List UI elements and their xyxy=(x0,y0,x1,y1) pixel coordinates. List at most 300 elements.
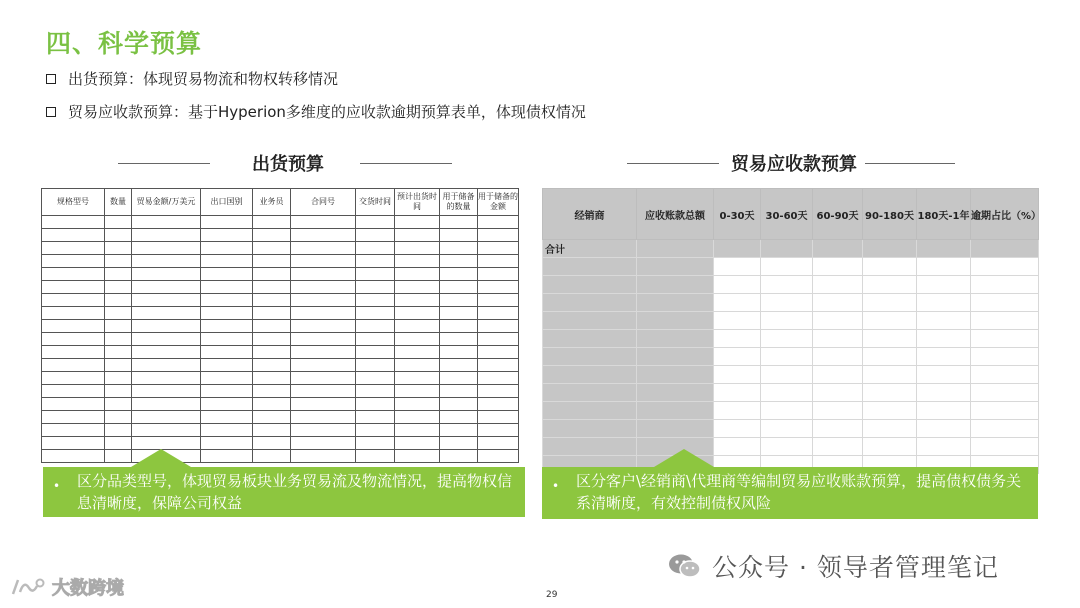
table-cell xyxy=(863,384,917,402)
table-cell xyxy=(440,229,478,242)
table-cell xyxy=(201,216,253,229)
table-cell xyxy=(543,294,637,312)
table-cell xyxy=(253,450,291,463)
table-cell xyxy=(395,307,440,320)
table-cell xyxy=(132,411,201,424)
table-cell xyxy=(395,333,440,346)
table-cell xyxy=(356,255,395,268)
table-cell xyxy=(478,346,519,359)
table-cell xyxy=(395,346,440,359)
table-cell xyxy=(971,312,1039,330)
table-cell xyxy=(917,258,971,276)
table-cell xyxy=(440,268,478,281)
table-cell xyxy=(253,398,291,411)
table-cell xyxy=(253,320,291,333)
table-cell xyxy=(971,330,1039,348)
table-cell xyxy=(543,348,637,366)
table-cell xyxy=(478,320,519,333)
table-cell xyxy=(291,242,356,255)
table-cell xyxy=(132,437,201,450)
table-cell xyxy=(291,424,356,437)
table-cell xyxy=(917,276,971,294)
table-cell xyxy=(543,366,637,384)
table-cell xyxy=(356,359,395,372)
table-cell xyxy=(105,385,132,398)
table-cell xyxy=(714,348,761,366)
table-cell xyxy=(291,333,356,346)
table-cell xyxy=(132,255,201,268)
table-cell xyxy=(971,366,1039,384)
table-cell xyxy=(637,348,714,366)
column-header: 应收账款总额 xyxy=(637,189,714,240)
table-cell xyxy=(105,359,132,372)
table-cell xyxy=(356,346,395,359)
bullet-dot-icon: • xyxy=(53,479,61,493)
table-cell xyxy=(356,372,395,385)
page-number: 29 xyxy=(546,590,558,600)
table-cell xyxy=(813,294,863,312)
table-cell xyxy=(253,229,291,242)
table-cell xyxy=(971,420,1039,438)
table-cell xyxy=(291,216,356,229)
table-row xyxy=(42,216,519,229)
table-cell xyxy=(440,333,478,346)
table-cell xyxy=(105,372,132,385)
table-cell xyxy=(478,372,519,385)
table-cell xyxy=(291,437,356,450)
table-cell xyxy=(863,276,917,294)
table-cell xyxy=(201,385,253,398)
table-cell xyxy=(356,437,395,450)
table-cell xyxy=(761,420,813,438)
column-header: 90-180天 xyxy=(863,189,917,240)
divider xyxy=(627,163,719,164)
table-cell xyxy=(356,216,395,229)
table-row xyxy=(543,402,1039,420)
table-cell xyxy=(291,255,356,268)
table-row xyxy=(42,398,519,411)
table-cell xyxy=(863,438,917,456)
table-cell xyxy=(637,330,714,348)
table-header-row xyxy=(42,189,519,216)
table-cell xyxy=(761,366,813,384)
table-row xyxy=(42,385,519,398)
table-cell xyxy=(356,307,395,320)
table-row xyxy=(543,438,1039,456)
table-cell xyxy=(863,312,917,330)
table-cell xyxy=(42,424,105,437)
table-cell xyxy=(761,438,813,456)
table-cell xyxy=(813,384,863,402)
table-cell xyxy=(813,330,863,348)
table-cell xyxy=(863,366,917,384)
table-cell xyxy=(543,384,637,402)
table-row xyxy=(42,320,519,333)
table-row xyxy=(42,229,519,242)
table-cell xyxy=(395,411,440,424)
table-cell xyxy=(253,385,291,398)
table-cell xyxy=(395,255,440,268)
table-row xyxy=(42,268,519,281)
table-cell xyxy=(356,242,395,255)
table-cell xyxy=(863,330,917,348)
shipment-budget-table xyxy=(41,188,519,463)
table-cell xyxy=(714,330,761,348)
table-cell xyxy=(291,411,356,424)
table-cell xyxy=(813,240,863,258)
table-cell xyxy=(201,372,253,385)
table-row xyxy=(42,359,519,372)
table-cell xyxy=(356,424,395,437)
table-cell xyxy=(105,307,132,320)
table-cell xyxy=(637,402,714,420)
table-cell xyxy=(132,216,201,229)
table-cell xyxy=(440,255,478,268)
table-cell xyxy=(714,240,761,258)
table-cell xyxy=(440,320,478,333)
table-cell xyxy=(42,268,105,281)
table-cell xyxy=(395,281,440,294)
table-cell xyxy=(253,242,291,255)
table-cell xyxy=(395,294,440,307)
table-cell xyxy=(356,229,395,242)
table-row xyxy=(543,420,1039,438)
table-header-row xyxy=(543,189,1039,240)
table-cell xyxy=(132,333,201,346)
table-row xyxy=(543,348,1039,366)
table-cell xyxy=(201,242,253,255)
table-cell xyxy=(201,398,253,411)
table-cell xyxy=(714,420,761,438)
column-header: 逾期占比（%） xyxy=(971,189,1039,240)
column-header: 30-60天 xyxy=(761,189,813,240)
table-cell xyxy=(395,372,440,385)
table-row xyxy=(543,312,1039,330)
table-cell xyxy=(637,312,714,330)
table-cell xyxy=(201,268,253,281)
table-cell xyxy=(761,276,813,294)
table-row xyxy=(543,330,1039,348)
table-cell xyxy=(863,402,917,420)
table-row xyxy=(42,437,519,450)
callout-pointer xyxy=(654,449,714,467)
table-cell xyxy=(105,450,132,463)
table-cell xyxy=(917,438,971,456)
table-cell xyxy=(714,258,761,276)
table-cell xyxy=(291,398,356,411)
table-cell xyxy=(201,307,253,320)
table-cell xyxy=(356,450,395,463)
table-cell xyxy=(201,294,253,307)
table-row xyxy=(42,346,519,359)
logo-text: 大数跨境 xyxy=(52,578,124,599)
table-cell xyxy=(42,346,105,359)
table-cell xyxy=(253,307,291,320)
table-cell xyxy=(253,294,291,307)
column-header: 贸易金额/万美元 xyxy=(132,189,201,216)
column-header: 用于储备的数量 xyxy=(440,189,478,216)
table-cell xyxy=(291,268,356,281)
table-cell xyxy=(105,346,132,359)
table-row xyxy=(42,424,519,437)
bullet-dot-icon: • xyxy=(552,479,560,493)
table-cell xyxy=(478,398,519,411)
table-row xyxy=(543,294,1039,312)
table-cell xyxy=(395,424,440,437)
table-cell xyxy=(440,450,478,463)
table-cell xyxy=(105,268,132,281)
table-cell xyxy=(395,359,440,372)
table-cell xyxy=(201,281,253,294)
table-cell xyxy=(201,255,253,268)
table-cell xyxy=(42,216,105,229)
column-header: 交货时间 xyxy=(356,189,395,216)
table-cell xyxy=(253,255,291,268)
table-cell xyxy=(253,372,291,385)
table-cell xyxy=(813,312,863,330)
table-cell xyxy=(42,372,105,385)
table-cell xyxy=(201,437,253,450)
table-cell xyxy=(440,216,478,229)
table-cell xyxy=(201,359,253,372)
table-cell xyxy=(478,281,519,294)
table-cell xyxy=(105,216,132,229)
table-cell xyxy=(42,320,105,333)
table-cell xyxy=(291,372,356,385)
table-cell xyxy=(291,281,356,294)
table-cell xyxy=(478,294,519,307)
table-cell xyxy=(253,411,291,424)
column-header: 合同号 xyxy=(291,189,356,216)
table-cell xyxy=(761,258,813,276)
table-row xyxy=(42,281,519,294)
table-cell xyxy=(395,398,440,411)
bullet-text: 贸易应收款预算：基于Hyperion多维度的应收款逾期预算表单，体现债权情况 xyxy=(68,103,586,121)
table-cell xyxy=(291,450,356,463)
table-cell xyxy=(105,255,132,268)
table-cell xyxy=(543,402,637,420)
table-cell xyxy=(478,242,519,255)
table-cell xyxy=(105,333,132,346)
table-cell xyxy=(201,411,253,424)
table-cell xyxy=(42,333,105,346)
table-cell xyxy=(714,438,761,456)
bullet-text: 出货预算：体现贸易物流和物权转移情况 xyxy=(68,70,339,88)
table-cell xyxy=(253,437,291,450)
table-cell xyxy=(440,372,478,385)
table-cell xyxy=(917,384,971,402)
table-row xyxy=(42,255,519,268)
table-cell xyxy=(132,294,201,307)
table-cell xyxy=(105,424,132,437)
table-cell xyxy=(356,411,395,424)
table-cell xyxy=(478,268,519,281)
table-cell xyxy=(395,320,440,333)
table-cell xyxy=(42,281,105,294)
table-cell xyxy=(291,359,356,372)
table-cell xyxy=(395,437,440,450)
table-cell xyxy=(863,348,917,366)
table-cell xyxy=(761,402,813,420)
table-cell xyxy=(478,255,519,268)
table-row xyxy=(543,366,1039,384)
table-cell xyxy=(440,411,478,424)
callout-text: 区分品类型号，体现贸易板块业务贸易流及物流情况，提高物权信息清晰度，保障公司权益 xyxy=(77,472,513,512)
table-cell xyxy=(356,268,395,281)
callout-pointer xyxy=(131,449,191,467)
table-cell xyxy=(132,307,201,320)
table-cell xyxy=(132,281,201,294)
table-cell xyxy=(637,258,714,276)
table-cell xyxy=(132,372,201,385)
table-cell xyxy=(478,385,519,398)
table-cell xyxy=(714,366,761,384)
table-cell xyxy=(971,294,1039,312)
column-header: 用于储备的金额 xyxy=(478,189,519,216)
left-callout xyxy=(43,467,525,517)
table-cell xyxy=(971,348,1039,366)
brand-logo xyxy=(10,574,124,600)
column-header: 180天-1年 xyxy=(917,189,971,240)
table-cell xyxy=(917,420,971,438)
divider xyxy=(865,163,955,164)
table-row xyxy=(42,333,519,346)
table-cell xyxy=(105,281,132,294)
table-cell xyxy=(42,385,105,398)
table-cell xyxy=(42,242,105,255)
divider xyxy=(360,163,452,164)
table-cell xyxy=(42,307,105,320)
table-cell xyxy=(761,312,813,330)
column-header: 数量 xyxy=(105,189,132,216)
table-cell xyxy=(42,450,105,463)
table-cell xyxy=(132,359,201,372)
column-header: 经销商 xyxy=(543,189,637,240)
table-cell xyxy=(917,366,971,384)
table-cell xyxy=(132,242,201,255)
table-cell xyxy=(714,294,761,312)
table-cell xyxy=(813,402,863,420)
table-cell xyxy=(440,398,478,411)
table-cell xyxy=(42,229,105,242)
table-cell xyxy=(201,424,253,437)
table-cell xyxy=(971,258,1039,276)
bullet-item xyxy=(46,68,338,89)
table-cell xyxy=(132,268,201,281)
table-cell xyxy=(478,333,519,346)
table-cell xyxy=(478,229,519,242)
table-cell xyxy=(761,330,813,348)
table-cell xyxy=(761,294,813,312)
table-cell xyxy=(917,240,971,258)
table-cell xyxy=(543,438,637,456)
table-cell xyxy=(543,276,637,294)
table-cell xyxy=(253,268,291,281)
table-cell xyxy=(201,450,253,463)
callout-text: 区分客户\经销商\代理商等编制贸易应收账款预算，提高债权债务关系清晰度，有效控制债权风险 xyxy=(576,472,1022,512)
table-cell xyxy=(714,276,761,294)
table-cell xyxy=(543,330,637,348)
table-cell xyxy=(971,276,1039,294)
table-cell xyxy=(440,307,478,320)
table-cell xyxy=(253,333,291,346)
table-cell xyxy=(971,384,1039,402)
table-cell xyxy=(291,346,356,359)
table-cell xyxy=(863,258,917,276)
table-cell xyxy=(637,240,714,258)
table-cell xyxy=(440,437,478,450)
table-cell xyxy=(42,359,105,372)
table-cell xyxy=(356,320,395,333)
table-row xyxy=(543,276,1039,294)
table-cell xyxy=(253,281,291,294)
table-cell xyxy=(478,450,519,463)
right-heading-text: 贸易应收款预算 xyxy=(731,154,857,175)
column-header: 出口国别 xyxy=(201,189,253,216)
table-row xyxy=(42,242,519,255)
table-row xyxy=(42,372,519,385)
table-cell xyxy=(917,330,971,348)
column-header: 预计出货时间 xyxy=(395,189,440,216)
column-header: 60-90天 xyxy=(813,189,863,240)
table-cell xyxy=(714,402,761,420)
table-cell xyxy=(863,294,917,312)
table-cell xyxy=(813,258,863,276)
table-cell xyxy=(440,385,478,398)
table-cell xyxy=(42,398,105,411)
table-cell xyxy=(971,240,1039,258)
table-cell xyxy=(478,359,519,372)
table-cell xyxy=(637,384,714,402)
table-cell xyxy=(132,346,201,359)
table-cell xyxy=(356,385,395,398)
table-cell xyxy=(42,294,105,307)
table-cell xyxy=(813,276,863,294)
left-section-heading xyxy=(118,150,452,176)
table-cell xyxy=(253,359,291,372)
table-cell xyxy=(395,242,440,255)
table-cell xyxy=(714,384,761,402)
column-header: 业务员 xyxy=(253,189,291,216)
table-cell xyxy=(356,333,395,346)
table-cell xyxy=(917,294,971,312)
divider xyxy=(118,163,210,164)
table-cell xyxy=(440,424,478,437)
table-row xyxy=(42,294,519,307)
table-cell xyxy=(813,420,863,438)
wechat-icon xyxy=(668,553,702,579)
page-title: 四、科学预算 xyxy=(46,29,203,58)
table-cell xyxy=(105,229,132,242)
table-cell xyxy=(761,348,813,366)
table-cell xyxy=(440,359,478,372)
table-cell xyxy=(201,333,253,346)
table-cell xyxy=(291,229,356,242)
table-cell xyxy=(42,255,105,268)
receivables-budget-table xyxy=(542,188,1042,474)
total-label: 合计 xyxy=(543,240,637,258)
table-cell xyxy=(253,424,291,437)
table-cell xyxy=(201,229,253,242)
table-cell xyxy=(863,420,917,438)
table-row xyxy=(543,258,1039,276)
table-cell xyxy=(813,366,863,384)
table-cell xyxy=(105,437,132,450)
table-cell xyxy=(253,216,291,229)
table-cell xyxy=(971,438,1039,456)
table-cell xyxy=(863,240,917,258)
table-cell xyxy=(440,346,478,359)
